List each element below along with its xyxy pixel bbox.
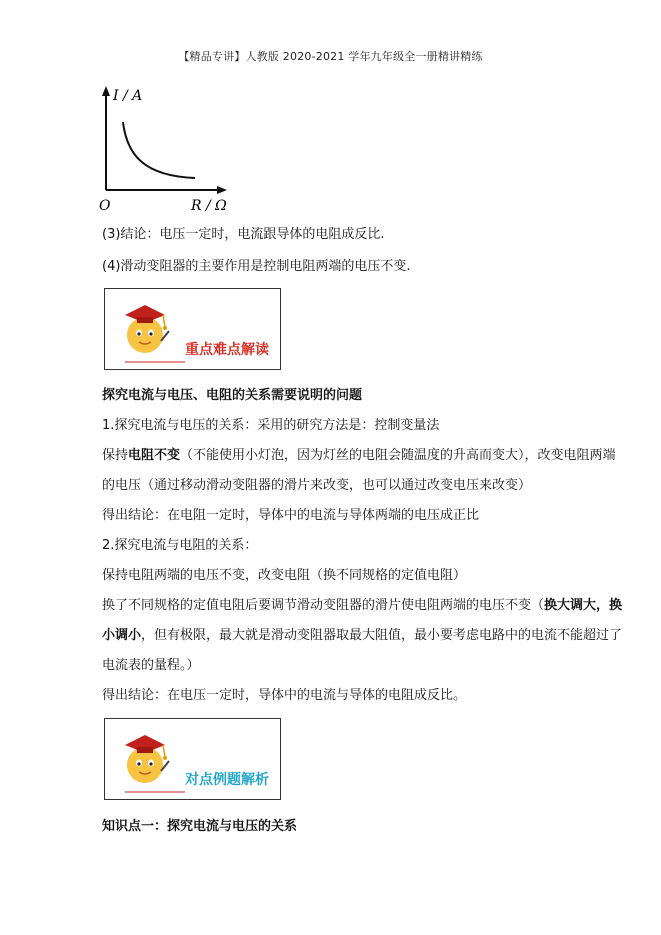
banner-title-text: 重点难点解读 <box>185 342 269 358</box>
banner-title <box>185 769 269 789</box>
paragraph-5: 2.探究电流与电阻的关系： <box>102 538 258 553</box>
banner-example-analysis <box>104 718 281 800</box>
paragraph-3: 的电压（通过移动滑动变阻器的滑片来改变，也可以通过改变电压来改变） <box>102 478 532 493</box>
y-axis-label: I / A <box>113 88 143 104</box>
text-run: 保持 <box>102 448 129 463</box>
emphasis-run: 换大调大，换 <box>544 598 623 613</box>
banner-title <box>185 339 269 359</box>
paragraph-7 <box>102 597 622 615</box>
paragraph-10: 得出结论：在电压一定时，导体中的电流与导体的电阻成反比。 <box>102 688 467 703</box>
current-resistance-graph <box>95 84 235 216</box>
knowledge-point-title: 知识点一：探究电流与电压的关系 <box>102 819 298 834</box>
paragraph-2 <box>102 447 616 465</box>
emphasis-run: 电阻不变 <box>128 448 181 463</box>
paragraph-1: 1.探究电流与电压的关系：采用的研究方法是：控制变量法 <box>102 418 440 433</box>
graduation-cap-mascot-icon <box>115 295 175 359</box>
y-axis-arrow <box>102 86 110 96</box>
text-run: 换了不同规格的定值电阻后要调节滑动变阻器的滑片使电阻两端的电压不变（ <box>102 598 545 613</box>
conclusion-3: (3)结论：电压一定时，电流跟导体的电阻成反比. <box>102 227 385 242</box>
origin-label: O <box>99 198 111 214</box>
inverse-curve <box>123 122 195 178</box>
text-run: （不能使用小灯泡，因为灯丝的电阻会随温度的升高而变大），改变电阻两端 <box>180 448 616 463</box>
paragraph-8 <box>102 627 622 645</box>
banner-title-text: 对点例题解析 <box>185 772 269 788</box>
emphasis-run: 小调小 <box>102 628 142 643</box>
banner-underline <box>125 348 185 349</box>
banner-underline <box>125 778 185 779</box>
section-title: 探究电流与电压、电阻的关系需要说明的问题 <box>102 388 363 403</box>
text-run: ，但有极限，最大就是滑动变阻器取最大阻值，最小要考虑电路中的电流不能超过了 <box>141 628 623 643</box>
paragraph-6: 保持电阻两端的电压不变，改变电阻（换不同规格的定值电阻） <box>102 568 467 583</box>
page-header: 【精品专讲】人教版 2020-2021 学年九年级全一册精讲精练 <box>178 50 483 63</box>
graduation-cap-mascot-icon <box>115 725 175 789</box>
x-axis-label: R / Ω <box>191 198 227 214</box>
paragraph-9: 电流表的量程。） <box>102 658 200 673</box>
banner-key-points <box>104 288 281 370</box>
conclusion-4: (4)滑动变阻器的主要作用是控制电阻两端的电压不变. <box>102 259 411 274</box>
paragraph-4: 得出结论：在电阻一定时，导体中的电流与导体两端的电压成正比 <box>102 508 480 523</box>
x-axis-arrow <box>217 186 227 194</box>
